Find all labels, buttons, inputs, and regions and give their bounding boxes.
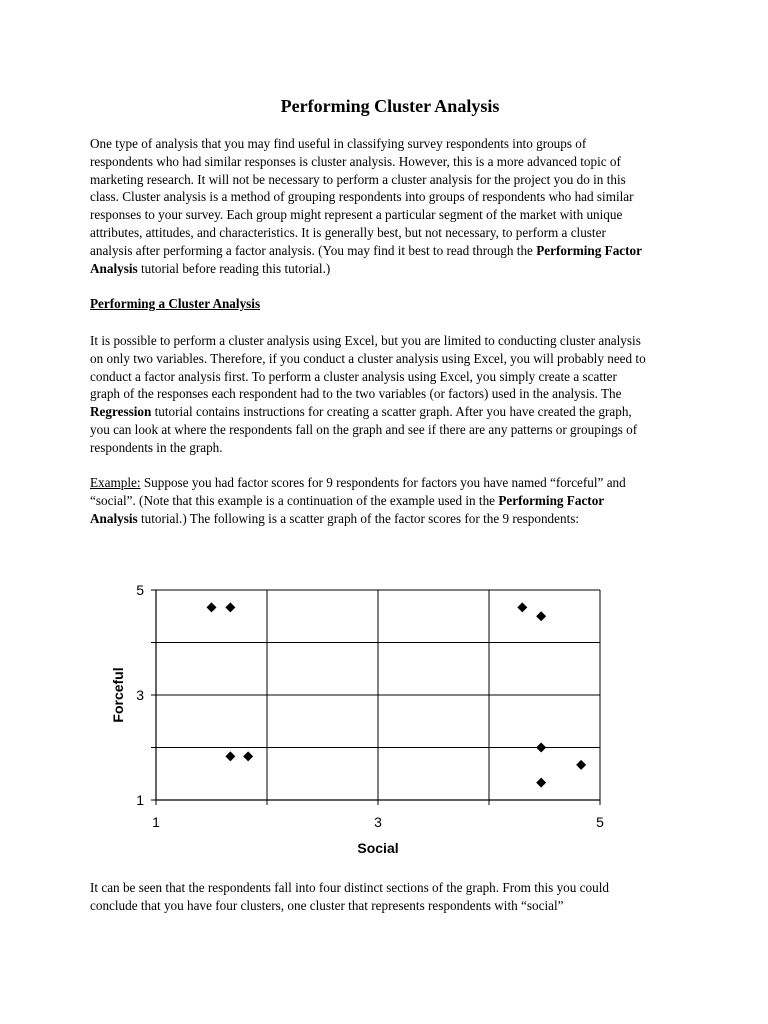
y-tick-label: 3 [136,687,144,703]
example-label: Example: [90,475,141,490]
data-point [207,602,217,612]
grid-layer [156,590,600,800]
y-tick-label: 5 [136,582,144,598]
x-tick-label: 5 [596,814,604,830]
data-point-layer [207,602,587,787]
data-point [225,602,235,612]
intro-bold-ref: Performing Factor Analysis [90,242,642,276]
axis-layer [151,590,600,805]
page-title: Performing Cluster Analysis [280,96,500,116]
intro-text-b: tutorial before reading this tutorial.) [137,260,331,276]
data-point [536,778,546,788]
method-bold-ref: Regression [90,404,152,420]
intro-paragraph [90,135,650,277]
section-heading: Performing a Cluster Analysis [90,296,261,311]
x-tick-label: 1 [152,814,160,830]
example-bold-ref: Performing Factor Analysis [90,492,604,526]
data-point [225,751,235,761]
method-text-a: It is possible to perform a cluster analysis using Excel, but you are limited to conducting cluster analysis on only two variables. Therefore, if you conduct a cluster analysis using Excel, you will probably need to conduct a factor analysis first. To perform a cluster analysis using Excel, you simply create a scatter graph of the responses each respondent had to the two variables (or factors) used in the analysis. The [90,333,646,402]
data-point [536,611,546,621]
method-paragraph [90,332,650,457]
tick-label-layer [136,582,604,830]
y-tick-label: 1 [136,792,144,808]
data-point [243,751,253,761]
y-axis-label: Forceful [110,667,126,723]
method-text-b: tutorial contains instructions for creating a scatter graph. After you have created the graph, you can look at where the respondents fall on the graph and see if there are any patterns or groupings of respondents in the graph. [90,404,638,455]
x-tick-label: 3 [374,814,382,830]
example-text-a: Suppose you had factor scores for 9 respondents for factors you have named “forceful” and “social”. (Note that this example is a continuation of the example used in the [90,475,626,508]
example-paragraph [90,474,650,527]
data-point [536,743,546,753]
intro-text-a: One type of analysis that you may find useful in classifying survey respondents into groups of respondents who had similar responses is cluster analysis. However, this is a more advanced topic of marketing research. It will not be necessary to perform a cluster analysis for the project you do in this class. Cluster analysis is a method of grouping respondents into groups of respondents who had similar responses to your survey. Each group might represent a particular segment of the market with unique attributes, attitudes, and characteristics. It is generally best, but not necessary, to perform a cluster analysis after performing a factor analysis. (You may find it best to read through the [90,136,634,258]
x-axis-label: Social [357,840,399,856]
conclusion-paragraph: It can be seen that the respondents fall into four distinct sections of the graph. From this you could conclude that you have four clusters, one cluster that represents respondents with “social” [90,880,609,913]
data-point [576,760,586,770]
data-point [517,602,527,612]
example-text-b: tutorial.) The following is a scatter graph of the factor scores for the 9 respondents: [137,510,580,526]
